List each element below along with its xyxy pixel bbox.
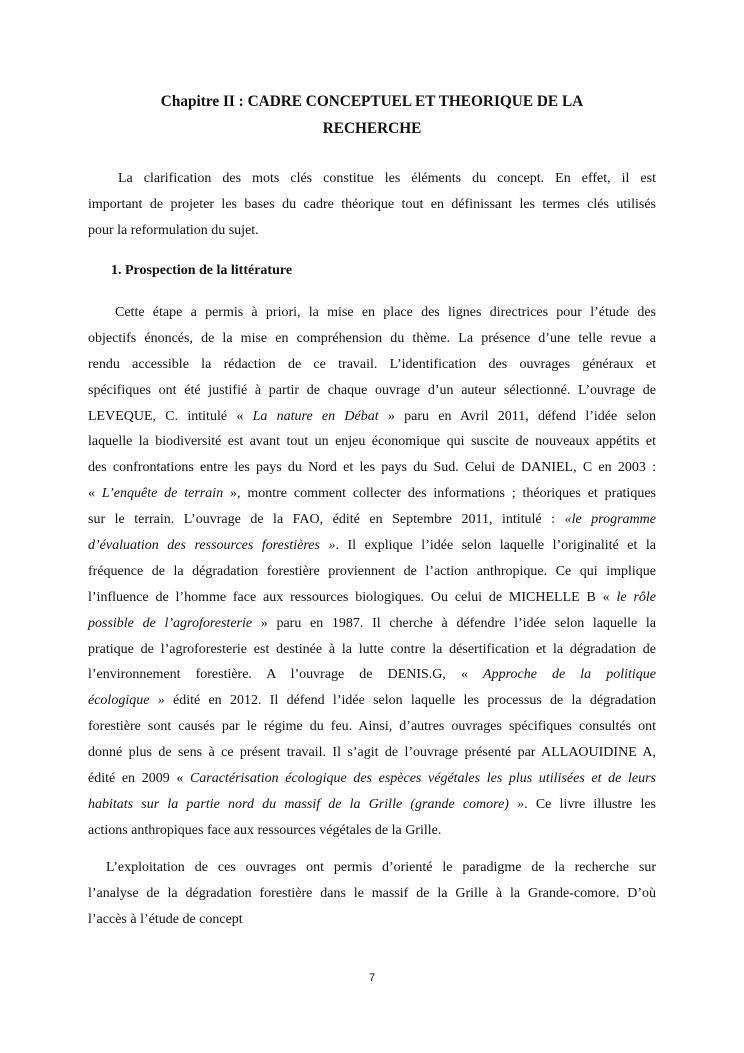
book-title: L’enquête de terrain (101, 486, 224, 502)
text-run: des confrontations entre les pays du Nord et les pays du Sud. Celui de DANIEL, C en 2003 : (88, 460, 656, 476)
paragraph-line (88, 378, 656, 404)
text-run: l’environnement forestière. A l’ouvrage de DENIS.G, « (88, 667, 484, 683)
section-heading: 1. Prospection de la littérature (111, 263, 293, 278)
text-run: actions anthropiques face aux ressources végétales de la Grille. (88, 822, 442, 838)
paragraph-line (88, 404, 656, 430)
page-number: 7 (368, 972, 376, 984)
paragraph-line (88, 481, 656, 507)
text-run: « (88, 486, 102, 502)
intro-paragraph (88, 166, 656, 244)
paragraph-line: l’analyse de la dégradation forestière dans le massif de la Grille à la Grande-comore. D’où (88, 885, 656, 901)
paragraph-line (88, 818, 656, 844)
text-run: forestière sont causés par le régime du feu. Ainsi, d’autres ouvrages spécifiques consultés ont (88, 719, 656, 735)
chapter-title-line-1: Chapitre II : CADRE CONCEPTUEL ET THEORIQUE DE LA (160, 93, 584, 110)
chapter-title-line-2: RECHERCHE (322, 120, 422, 137)
book-title: le rôle (616, 589, 657, 605)
paragraph-line (88, 533, 656, 559)
text-run: LEVEQUE, C. intitulé « (88, 408, 253, 424)
paragraph-line (88, 429, 656, 455)
text-run: Cette étape a permis à priori, la mise en place des lignes directrices pour l’étude des (115, 305, 656, 320)
paragraph-line: L’exploitation de ces ouvrages ont permis d’orienté le paradigme de la recherche sur (106, 860, 656, 875)
conclusion-paragraph (88, 855, 656, 933)
literature-paragraph (88, 300, 656, 844)
text-run: rendu accessible la rédaction de ce travail. L’identification des ouvrages généraux et (88, 356, 656, 372)
paragraph-line (88, 611, 656, 637)
paragraph-line (88, 300, 656, 326)
paragraph-line (88, 455, 656, 481)
paragraph-line (88, 740, 656, 766)
book-title: La nature en Débat (252, 408, 379, 424)
book-title: écologique » (88, 693, 165, 709)
book-title: «le programme (564, 512, 656, 528)
text-run: édité en 2009 « (88, 771, 190, 787)
paragraph-line (88, 662, 656, 688)
text-run: laquelle la biodiversité est avant tout un enjeu économique qui suscite de nouveaux appétits et (88, 434, 656, 450)
paragraph-line (88, 352, 656, 378)
paragraph-line: pour la reformulation du sujet. (88, 222, 259, 238)
book-title: possible de l’agroforesterie (88, 615, 253, 631)
text-run: pratique de l’agroforesterie est destinée à la lutte contre la désertification et la dégradation de (88, 641, 656, 657)
text-run: », montre comment collecter des informations ; théoriques et pratiques (223, 486, 656, 502)
paragraph-line: important de projeter les bases du cadre théorique tout en définissant les termes clés utilisés (88, 196, 656, 212)
chapter-title (88, 88, 656, 142)
book-title: habitats sur la partie nord du massif de la Grille (grande comore) » (88, 796, 525, 812)
paragraph-line (88, 714, 656, 740)
text-run: . Il explique l’idée selon laquelle l’originalité et la (335, 538, 656, 554)
text-run: objectifs énoncés, de la mise en compréhension du thème. La présence d’une telle revue a (88, 330, 656, 346)
paragraph-line (88, 766, 656, 792)
text-run: fréquence de la dégradation forestière proviennent de l’action anthropique. Ce qui implique (88, 563, 656, 579)
text-run: spécifiques ont été justifié à partir de chaque ouvrage d’un auteur sélectionné. L’ouvrage de (88, 382, 656, 398)
paragraph-line (88, 559, 656, 585)
text-run: l’influence de l’homme face aux ressources biologiques. Ou celui de MICHELLE B « (88, 589, 617, 605)
paragraph-line (88, 792, 656, 818)
text-run: donné plus de sens à ce présent travail. Il s’agit de l’ouvrage présenté par ALLAOUIDINE A, (88, 745, 656, 761)
book-title: Approche de la politique (483, 667, 656, 683)
text-run: » paru en Avril 2011, défend l’idée selon (378, 408, 656, 424)
text-run: » paru en 1987. Il cherche à défendre l’idée selon laquelle la (252, 615, 656, 631)
paragraph-line (88, 507, 656, 533)
paragraph-line: La clarification des mots clés constitue les éléments du concept. En effet, il est (118, 171, 656, 186)
text-run: . Ce livre illustre les (524, 796, 656, 812)
paragraph-line: l’accès à l’étude de concept (88, 911, 243, 927)
paragraph-line (88, 585, 656, 611)
text-run: sur le terrain. L’ouvrage de la FAO, édité en Septembre 2011, intitulé : (88, 512, 565, 528)
text-run: édité en 2012. Il défend l’idée selon laquelle les processus de la dégradation (164, 693, 656, 709)
book-title: d’évaluation des ressources forestières » (88, 538, 336, 554)
book-title: Caractérisation écologique des espèces végétales les plus utilisées et de leurs (189, 771, 656, 787)
paragraph-line (88, 688, 656, 714)
paragraph-line (88, 637, 656, 663)
paragraph-line (88, 326, 656, 352)
